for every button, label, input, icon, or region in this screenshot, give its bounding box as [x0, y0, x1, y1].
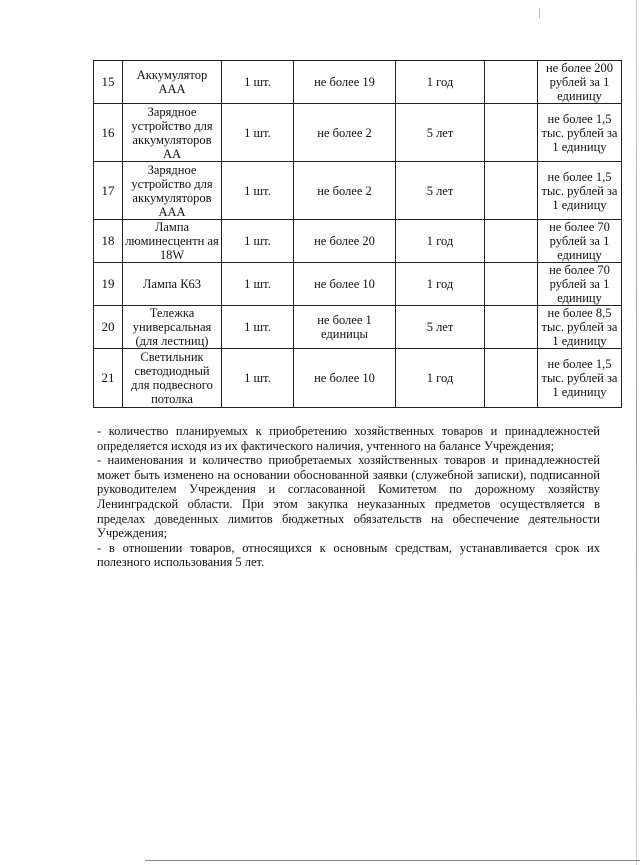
item-quantity: не более 2: [294, 104, 396, 162]
table-row: [94, 61, 622, 104]
scan-edge-bottom: [145, 860, 640, 861]
item-term: 1 год: [396, 220, 485, 263]
item-term: 5 лет: [396, 306, 485, 349]
item-term: 1 год: [396, 263, 485, 306]
item-unit: 1 шт.: [222, 349, 294, 408]
item-price: не более 1,5 тыс. рублей за 1 единицу: [538, 162, 622, 220]
notes-section: [97, 424, 600, 570]
item-quantity: не более 10: [294, 263, 396, 306]
item-extra: [485, 220, 538, 263]
row-number: 15: [94, 61, 123, 104]
item-price: не более 8,5 тыс. рублей за 1 единицу: [538, 306, 622, 349]
table-row: [94, 306, 622, 349]
table-row: [94, 162, 622, 220]
item-name: Лампа люминесцентн ая 18W: [123, 220, 222, 263]
items-table: [93, 60, 622, 408]
note-paragraph: - количество планируемых к приобретению хозяйственных товаров и принадлежностей определяется исходя из их фактического наличия, учтенного на балансе Учреждения;: [97, 424, 600, 453]
item-extra: [485, 162, 538, 220]
item-term: 5 лет: [396, 104, 485, 162]
table-row: [94, 220, 622, 263]
row-number: 17: [94, 162, 123, 220]
item-quantity: не более 2: [294, 162, 396, 220]
item-price: не более 200 рублей за 1 единицу: [538, 61, 622, 104]
row-number: 18: [94, 220, 123, 263]
item-extra: [485, 306, 538, 349]
row-number: 19: [94, 263, 123, 306]
item-quantity: не более 19: [294, 61, 396, 104]
item-extra: [485, 104, 538, 162]
scan-mark: [539, 8, 540, 18]
item-extra: [485, 263, 538, 306]
table-row: [94, 263, 622, 306]
item-unit: 1 шт.: [222, 162, 294, 220]
item-price: не более 1,5 тыс. рублей за 1 единицу: [538, 349, 622, 408]
item-unit: 1 шт.: [222, 61, 294, 104]
item-extra: [485, 349, 538, 408]
row-number: 16: [94, 104, 123, 162]
note-paragraph: - наименования и количество приобретаемых хозяйственных товаров и принадлежностей может быть изменено на основании обоснованной заявки (служебной записки), подписанной руководителем Учреждения и согласованной Комитетом по дорожному хозяйству Ленинградской области. При этом закупка неуказанных предметов осуществляется в пределах доведенных лимитов бюджетных обязательств на обеспечение деятельности Учреждения;: [97, 453, 600, 541]
item-term: 5 лет: [396, 162, 485, 220]
item-name: Лампа К63: [123, 263, 222, 306]
item-name: Зарядное устройство для аккумуляторов ААА: [123, 162, 222, 220]
item-quantity: не более 10: [294, 349, 396, 408]
table-row: [94, 349, 622, 408]
item-term: 1 год: [396, 349, 485, 408]
item-name: Аккумулятор ААА: [123, 61, 222, 104]
item-name: Зарядное устройство для аккумуляторов АА: [123, 104, 222, 162]
item-quantity: не более 20: [294, 220, 396, 263]
item-extra: [485, 61, 538, 104]
item-unit: 1 шт.: [222, 306, 294, 349]
item-unit: 1 шт.: [222, 263, 294, 306]
item-quantity: не более 1 единицы: [294, 306, 396, 349]
row-number: 20: [94, 306, 123, 349]
item-price: не более 70 рублей за 1 единицу: [538, 263, 622, 306]
item-name: Тележка универсальная (для лестниц): [123, 306, 222, 349]
item-unit: 1 шт.: [222, 220, 294, 263]
item-name: Светильник светодиодный для подвесного потолка: [123, 349, 222, 408]
scan-edge-right: [636, 0, 637, 865]
note-paragraph: - в отношении товаров, относящихся к основным средствам, устанавливается срок их полезного использования 5 лет.: [97, 540, 600, 570]
row-number: 21: [94, 349, 123, 408]
item-term: 1 год: [396, 61, 485, 104]
item-unit: 1 шт.: [222, 104, 294, 162]
item-price: не более 1,5 тыс. рублей за 1 единицу: [538, 104, 622, 162]
table-row: [94, 104, 622, 162]
item-price: не более 70 рублей за 1 единицу: [538, 220, 622, 263]
